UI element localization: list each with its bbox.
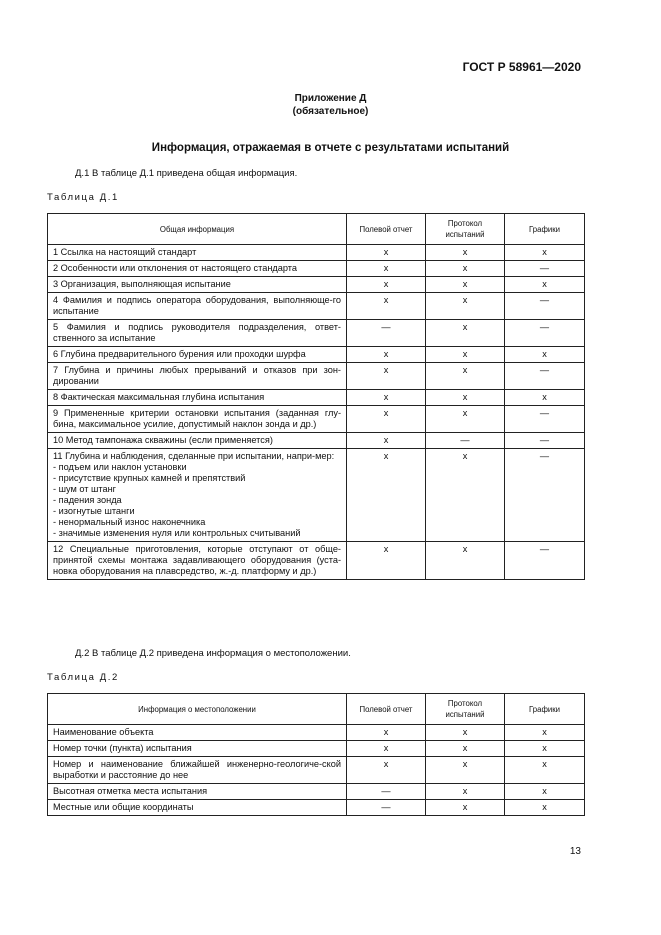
table-row (48, 277, 585, 293)
column-header: Протокол испытаний (426, 694, 505, 725)
cell-protocol: x (426, 320, 505, 347)
cell-protocol: x (426, 261, 505, 277)
row-text: 12 Специальные приготовления, которые отступают от обще-принятой схемы монтажа задавливающего оборудования (уста-новка оборудования на плавсредство, ж.-д. платформу и др.) (48, 542, 347, 580)
cell-field-report: x (347, 449, 426, 542)
column-header: Графики (505, 694, 585, 725)
cell-protocol: x (426, 293, 505, 320)
cell-field-report: x (347, 261, 426, 277)
cell-graphs: — (505, 320, 585, 347)
cell-graphs: — (505, 449, 585, 542)
cell-graphs: — (505, 542, 585, 580)
row-text: 10 Метод тампонажа скважины (если применяется) (48, 433, 347, 449)
cell-field-report: x (347, 277, 426, 293)
table-row (48, 261, 585, 277)
cell-protocol: x (426, 347, 505, 363)
cell-field-report: x (347, 741, 426, 757)
table-row (48, 542, 585, 580)
row-text: 2 Особенности или отклонения от настоящего стандарта (48, 261, 347, 277)
table-d1 (47, 213, 585, 580)
paragraph-d2: Д.2 В таблице Д.2 приведена информация о местоположении. (75, 648, 351, 659)
cell-protocol: — (426, 433, 505, 449)
cell-graphs: x (505, 390, 585, 406)
cell-protocol: x (426, 741, 505, 757)
row-text: 9 Примененные критерии остановки испытания (заданная глу-бина, максимальное усилие, допустимый наклон зонда и др.) (48, 406, 347, 433)
observation-item: - падения зонда (53, 495, 122, 505)
paragraph-d1: Д.1 В таблице Д.1 приведена общая информация. (75, 168, 298, 179)
appendix-block (0, 92, 661, 118)
cell-graphs: — (505, 433, 585, 449)
column-header: Протокол испытаний (426, 214, 505, 245)
cell-graphs: x (505, 347, 585, 363)
table1-caption: Таблица Д.1 (47, 192, 119, 203)
row-text: 3 Организация, выполняющая испытание (48, 277, 347, 293)
observation-item: - значимые изменения нуля или контрольных считываний (53, 528, 301, 538)
cell-graphs: x (505, 741, 585, 757)
cell-protocol: x (426, 245, 505, 261)
table-row (48, 293, 585, 320)
cell-field-report: — (347, 320, 426, 347)
table-row (48, 390, 585, 406)
table-header-row (48, 214, 585, 245)
cell-field-report: x (347, 406, 426, 433)
table-row (48, 784, 585, 800)
cell-graphs: x (505, 245, 585, 261)
cell-field-report: x (347, 245, 426, 261)
cell-graphs: — (505, 293, 585, 320)
cell-graphs: x (505, 757, 585, 784)
cell-protocol: x (426, 542, 505, 580)
column-header: Информация о местоположении (48, 694, 347, 725)
cell-field-report: x (347, 433, 426, 449)
observation-item: - шум от штанг (53, 484, 117, 494)
observation-item: - присутствие крупных камней и препятствий (53, 473, 246, 483)
cell-protocol: x (426, 800, 505, 816)
standard-number: ГОСТ Р 58961—2020 (462, 60, 581, 74)
table-row (48, 245, 585, 261)
table-row (48, 363, 585, 390)
table-row (48, 725, 585, 741)
row-text: 4 Фамилия и подпись оператора оборудования, выполняюще-го испытание (48, 293, 347, 320)
appendix-note: (обязательное) (292, 106, 369, 117)
row-text: 5 Фамилия и подпись руководителя подразделения, ответ-ственного за испытание (48, 320, 347, 347)
cell-protocol: x (426, 757, 505, 784)
table-row (48, 347, 585, 363)
cell-field-report: x (347, 390, 426, 406)
observations-intro: 11 Глубина и наблюдения, сделанные при испытании, напри-мер: (53, 451, 335, 461)
column-header: Общая информация (48, 214, 347, 245)
appendix-title: Приложение Д (294, 93, 367, 104)
row-text: 8 Фактическая максимальная глубина испытания (48, 390, 347, 406)
observation-item: - изогнутые штанги (53, 506, 135, 516)
cell-protocol: x (426, 406, 505, 433)
table-row (48, 800, 585, 816)
observation-item: - подъем или наклон установки (53, 462, 187, 472)
cell-protocol: x (426, 363, 505, 390)
cell-field-report: x (347, 757, 426, 784)
cell-graphs: — (505, 406, 585, 433)
cell-field-report: — (347, 800, 426, 816)
row-text: Высотная отметка места испытания (48, 784, 347, 800)
table-row (48, 757, 585, 784)
table-row (48, 320, 585, 347)
cell-graphs: x (505, 784, 585, 800)
table-row (48, 449, 585, 542)
cell-protocol: x (426, 725, 505, 741)
table-d2 (47, 693, 585, 816)
row-text: Местные или общие координаты (48, 800, 347, 816)
cell-protocol: x (426, 390, 505, 406)
row-text: Номер и наименование ближайшей инженерно-геологиче-ской выработки и расстояние до нее (48, 757, 347, 784)
observation-item: - ненормальный износ наконечника (53, 517, 206, 527)
row-text: Номер точки (пункта) испытания (48, 741, 347, 757)
cell-field-report: x (347, 542, 426, 580)
row-text: 1 Ссылка на настоящий стандарт (48, 245, 347, 261)
cell-field-report: x (347, 725, 426, 741)
cell-graphs: — (505, 363, 585, 390)
cell-protocol: x (426, 277, 505, 293)
cell-protocol: x (426, 784, 505, 800)
row-text-observations (48, 449, 347, 542)
cell-field-report: x (347, 293, 426, 320)
row-text: Наименование объекта (48, 725, 347, 741)
cell-field-report: x (347, 363, 426, 390)
cell-graphs: x (505, 725, 585, 741)
table-row (48, 433, 585, 449)
row-text: 6 Глубина предварительного бурения или проходки шурфа (48, 347, 347, 363)
cell-field-report: x (347, 347, 426, 363)
table2-caption: Таблица Д.2 (47, 672, 119, 683)
section-heading: Информация, отражаемая в отчете с результатами испытаний (151, 142, 510, 154)
column-header: Полевой отчет (347, 694, 426, 725)
cell-graphs: x (505, 800, 585, 816)
cell-protocol: x (426, 449, 505, 542)
table-row (48, 406, 585, 433)
column-header: Графики (505, 214, 585, 245)
cell-graphs: — (505, 261, 585, 277)
cell-graphs: x (505, 277, 585, 293)
page-number: 13 (569, 846, 581, 857)
row-text: 7 Глубина и причины любых прерываний и отказов при зон-дировании (48, 363, 347, 390)
table-row (48, 741, 585, 757)
table-header-row (48, 694, 585, 725)
column-header: Полевой отчет (347, 214, 426, 245)
cell-field-report: — (347, 784, 426, 800)
